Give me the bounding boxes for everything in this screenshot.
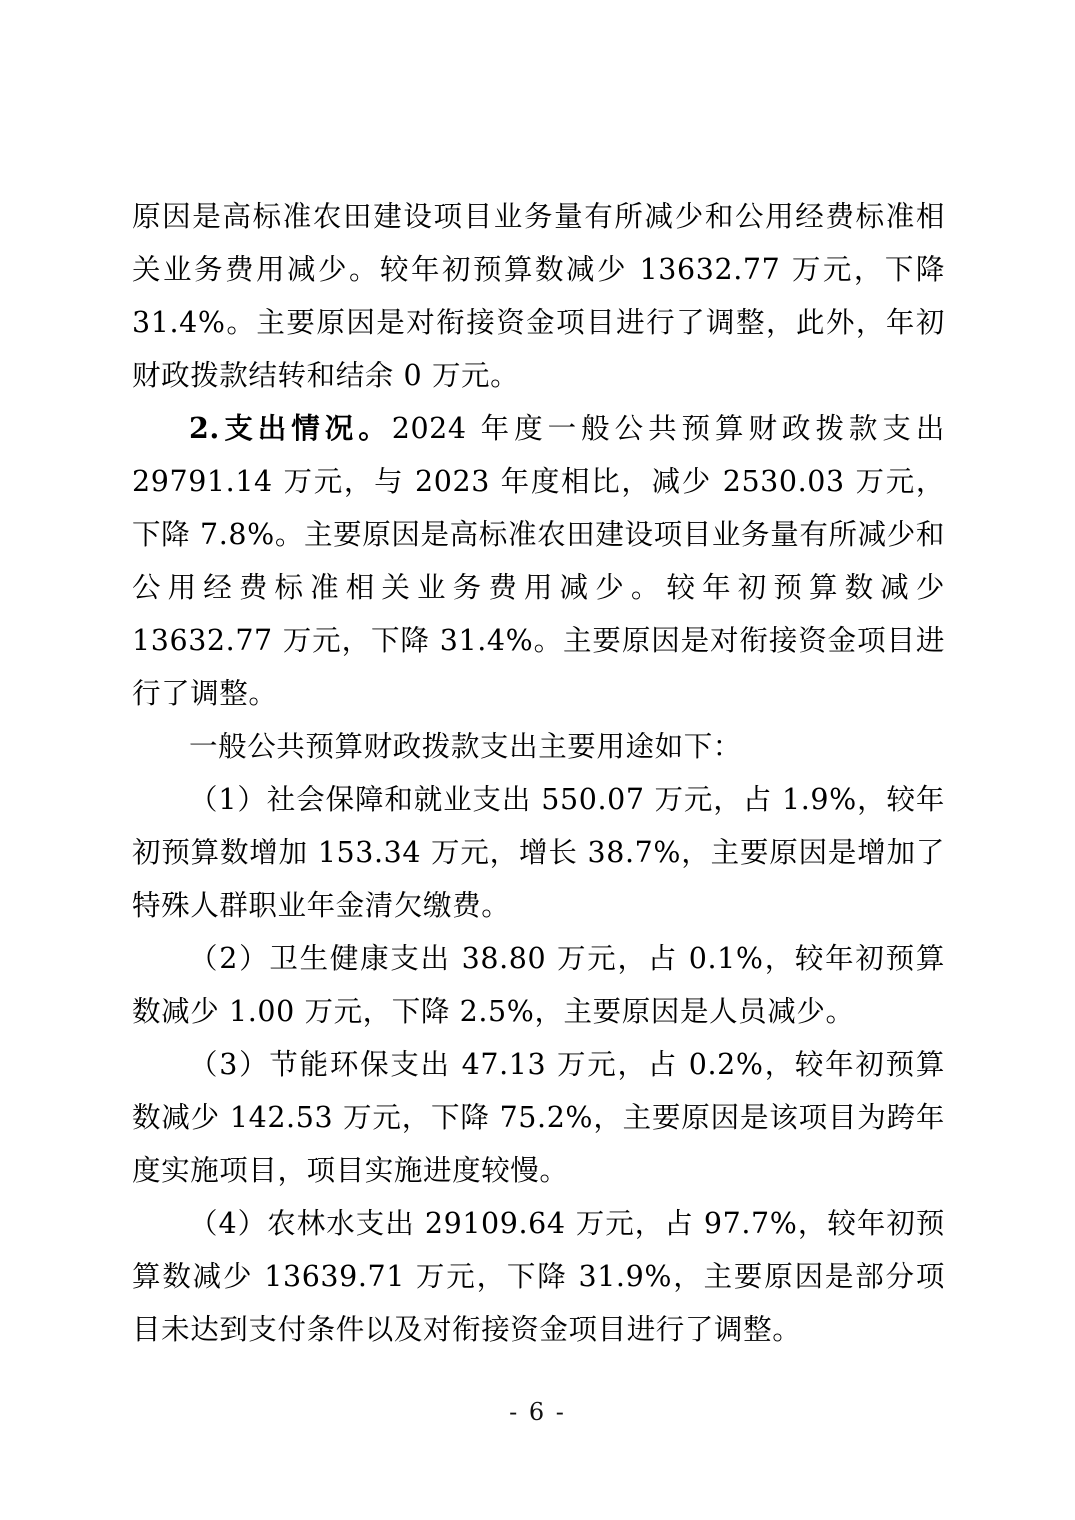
- paragraph-expenditure-overview: [132, 402, 945, 720]
- paragraph-item-3: （3）节能环保支出 47.13 万元，占 0.2%，较年初预算数减少 142.53 万元，下降 75.2%，主要原因是该项目为跨年度实施项目，项目实施进度较慢。: [132, 1048, 945, 1187]
- paragraph-lead-label: 2.支出情况。: [189, 411, 392, 445]
- paragraph-usage-intro: 一般公共预算财政拨款支出主要用途如下：: [189, 730, 742, 763]
- paragraph-continuation: 原因是高标准农田建设项目业务量有所减少和公用经费标准相关业务费用减少。较年初预算数减少 13632.77 万元，下降 31.4%。主要原因是对衔接资金项目进行了调整，此外，年初财政拨款结转和结余 0 万元。: [132, 200, 945, 392]
- paragraph-item-2: （2）卫生健康支出 38.80 万元，占 0.1%，较年初预算数减少 1.00 万元，下降 2.5%，主要原因是人员减少。: [132, 942, 945, 1028]
- paragraph-item-1: （1）社会保障和就业支出 550.07 万元，占 1.9%，较年初预算数增加 153.34 万元，增长 38.7%，主要原因是增加了特殊人群职业年金清欠缴费。: [132, 783, 945, 922]
- document-body: [132, 190, 945, 1356]
- paragraph-item-4: （4）农林水支出 29109.64 万元，占 97.7%，较年初预算数减少 13639.71 万元，下降 31.9%，主要原因是部分项目未达到支付条件以及对衔接资金项目进行了调整。: [132, 1207, 945, 1346]
- paragraph-expenditure-overview-text: 2024 年度一般公共预算财政拨款支出 29791.14 万元，与 2023 年度相比，减少 2530.03 万元，下降 7.8%。主要原因是高标准农田建设项目业务量有所减少和公用经费标准相关业务费用减少。较年初预算数减少 13632.77 万元，下降 31.4%。主要原因是对衔接资金项目进行了调整。: [132, 412, 945, 710]
- page-number: - 6 -: [509, 1398, 566, 1426]
